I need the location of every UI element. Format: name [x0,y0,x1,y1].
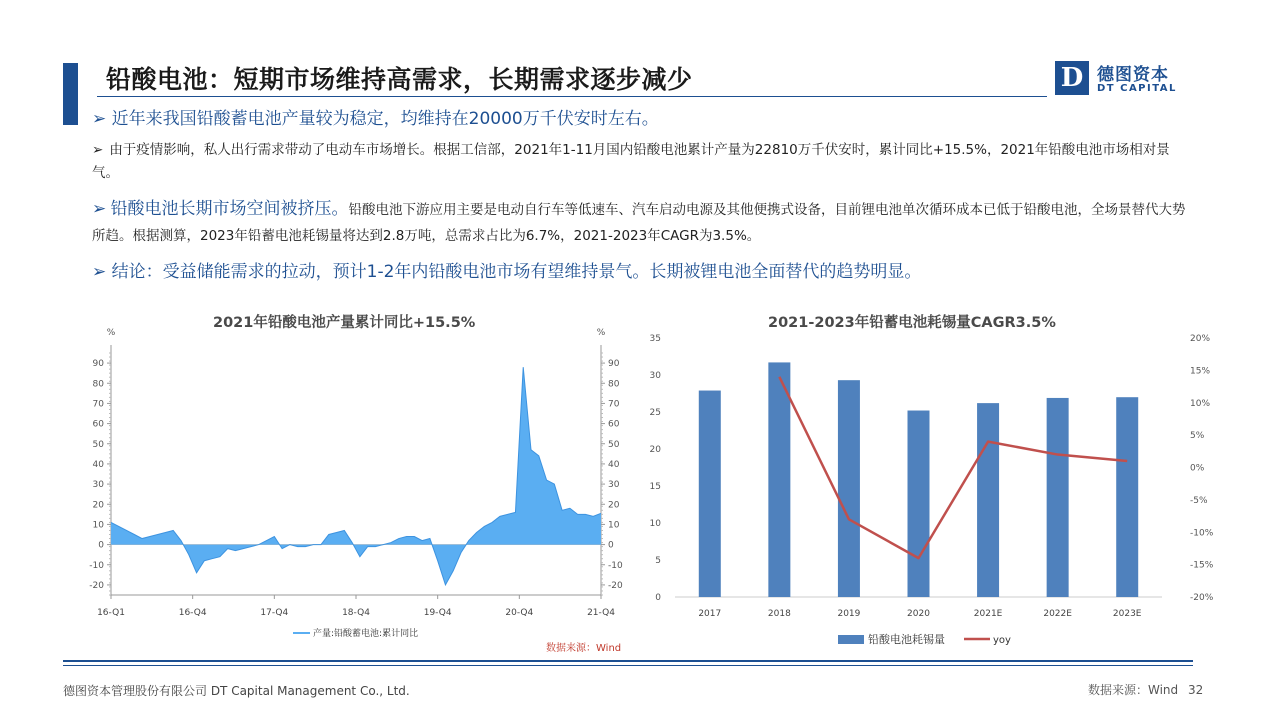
chart-2-x-tick-label: 2021E [973,609,1003,619]
chart-1-right-tick-label: 10 [608,520,620,531]
chart-1-right-tick-label: 70 [608,399,620,410]
chart-2-right-tick-label: -15% [1190,560,1214,571]
chart-1-right-tick-label: -10 [608,560,623,571]
chart-2-left-tick-label: 35 [649,334,661,344]
chart-2-right-tick-label: -20% [1190,593,1214,603]
footer-source [1088,681,1203,698]
bullet-4-text: 结论：受益储能需求的拉动，预计1-2年内铅酸电池市场有望维持景气。长期被锂电池全面替代的趋势明显。 [111,262,922,282]
footer-divider [63,660,1193,662]
chart-2-x-tick-label: 2023E [1112,609,1142,619]
bullet-arrow-icon: ➢ [92,262,107,282]
chart-1-left-tick-label: -20 [89,580,104,591]
title-accent-bar [63,63,78,125]
footer-source-text: 数据来源：Wind [1088,683,1179,697]
chart-1-left-tick-label: 60 [92,419,104,430]
chart-1-area-series [111,367,601,585]
chart-1-left-tick-label: 70 [92,399,104,410]
chart-1-left-tick-label: 20 [92,500,104,511]
chart-2-bar [1116,397,1138,597]
bullet-3 [92,196,1192,249]
chart-1-x-tick-label: 19-Q4 [423,608,452,618]
chart-2-right-tick-label: 0% [1190,463,1205,474]
chart-1-x-tick-label: 21-Q4 [587,608,615,618]
page-title: 铅酸电池：短期市场维持高需求，长期需求逐步减少 [106,65,693,94]
chart-2-right-tick-label: -5% [1190,495,1208,506]
chart-1-left-tick-label: 90 [92,359,104,370]
chart-1-area [0,320,640,650]
chart-2-bar [977,403,999,597]
chart-1-right-tick-label: 50 [608,439,620,450]
footer-company: 德图资本管理股份有限公司 DT Capital Management Co., Ltd. [63,684,410,698]
chart-1-right-tick-label: -20 [608,580,623,591]
chart-2-bar [1047,398,1069,597]
chart-1-left-tick-label: 50 [92,439,104,450]
chart-1-right-tick-label: 40 [608,459,620,470]
chart-2-bar-line [630,320,1250,650]
logo-chinese-name: 德图资本 [1097,65,1169,85]
chart-2-legend-bar-label: 铅酸电池耗锡量 [868,633,945,646]
chart-1-left-tick-label: 0 [98,540,104,551]
chart-1-right-tick-label: 20 [608,500,620,511]
title-underline [97,96,1047,97]
chart-2-right-tick-label: 5% [1190,431,1205,442]
chart-1-right-unit: % [596,328,606,338]
chart-2-left-tick-label: 15 [649,482,661,492]
chart-2-bar [838,380,860,597]
chart-2-title: 2021-2023年铅蓄电池耗锡量CAGR3.5% [768,315,1056,331]
bullet-2-text: 由于疫情影响，私人出行需求带动了电动车市场增长。根据工信部，2021年1-11月国内铅酸电池累计产量为22810万千伏安时，累计同比+15.5%，2021年铅酸电池市场相对景气。 [92,142,1170,181]
chart-1-left-unit: % [106,328,116,338]
chart-2-x-tick-label: 2022E [1043,609,1072,619]
chart-1-legend-label: 产量:铅酸蓄电池:累计同比 [313,629,419,639]
chart-2-x-tick-label: 2018 [767,609,791,619]
chart-2-bar [768,362,790,597]
bullet-3-text: 铅酸电池下游应用主要是电动自行车等低速车、汽车启动电源及其他便携式设备，目前锂电池单次循环成本已低于铅酸电池，全场景替代大势所趋。根据测算，2023年铅蓄电池耗锡量将达到2.8万吨，总需求占比为6.7%，2021-2023年CAGR为3.5%。 [92,202,1186,244]
bullet-2 [92,139,1182,185]
chart-1-right-tick-label: 60 [608,419,620,430]
chart-1-right-tick-label: 90 [608,359,620,370]
chart-1-left-tick-label: 10 [92,520,104,531]
logo-english-name: DT CAPITAL [1097,83,1177,94]
chart-1-right-tick-label: 30 [608,480,620,491]
chart-1-x-tick-label: 17-Q4 [260,608,289,618]
chart-1-source: 数据来源：Wind [546,643,622,654]
brand-logo [1055,61,1195,97]
chart-2-right-tick-label: -10% [1190,528,1214,539]
chart-2-yoy-line [779,377,1127,558]
chart-1-right-tick-label: 80 [608,379,620,390]
footer-divider-thin [63,665,1193,666]
chart-2-legend-line-label: yoy [993,635,1011,646]
page-number: 32 [1188,683,1204,697]
chart-2-left-tick-label: 10 [649,519,661,529]
chart-1-x-tick-label: 16-Q1 [97,608,125,618]
chart-1-left-tick-label: 40 [92,459,104,470]
chart-1-left-tick-label: -10 [89,560,104,571]
bullet-4 [92,257,921,282]
bullet-1-text: 近年来我国铅酸蓄电池产量较为稳定，均维持在20000万千伏安时左右。 [111,109,659,129]
bullet-arrow-icon: ➢ [92,142,104,158]
chart-1-left-tick-label: 80 [92,379,104,390]
chart-2-x-tick-label: 2017 [698,609,722,619]
bullet-arrow-icon: ➢ [92,199,107,219]
bullet-arrow-icon: ➢ [92,109,107,129]
bullet-3-highlight: 铅酸电池长期市场空间被挤压。 [110,199,349,219]
chart-2-left-tick-label: 25 [649,408,661,418]
chart-2-right-tick-label: 20% [1190,334,1211,344]
chart-2-left-tick-label: 20 [649,445,661,455]
chart-2-right-tick-label: 10% [1190,398,1211,409]
chart-2-x-tick-label: 2020 [907,609,930,619]
chart-1-x-tick-label: 18-Q4 [342,608,370,618]
chart-2-legend-bar-swatch [838,635,864,644]
chart-2-left-tick-label: 30 [649,371,661,381]
chart-1-right-tick-label: 0 [608,540,614,551]
chart-1-x-tick-label: 16-Q4 [178,608,207,618]
logo-mark: D [1055,61,1089,95]
chart-2-bar [699,391,721,597]
chart-2-left-tick-label: 0 [655,593,661,603]
bullet-1 [92,104,659,129]
chart-2-bar [908,411,930,597]
chart-2-x-tick-label: 2019 [837,609,861,619]
chart-2-right-tick-label: 15% [1190,366,1211,377]
chart-1-title: 2021年铅酸电池产量累计同比+15.5% [213,315,476,331]
chart-1-x-tick-label: 20-Q4 [505,608,534,618]
chart-2-left-tick-label: 5 [655,556,661,566]
chart-1-left-tick-label: 30 [92,480,104,491]
